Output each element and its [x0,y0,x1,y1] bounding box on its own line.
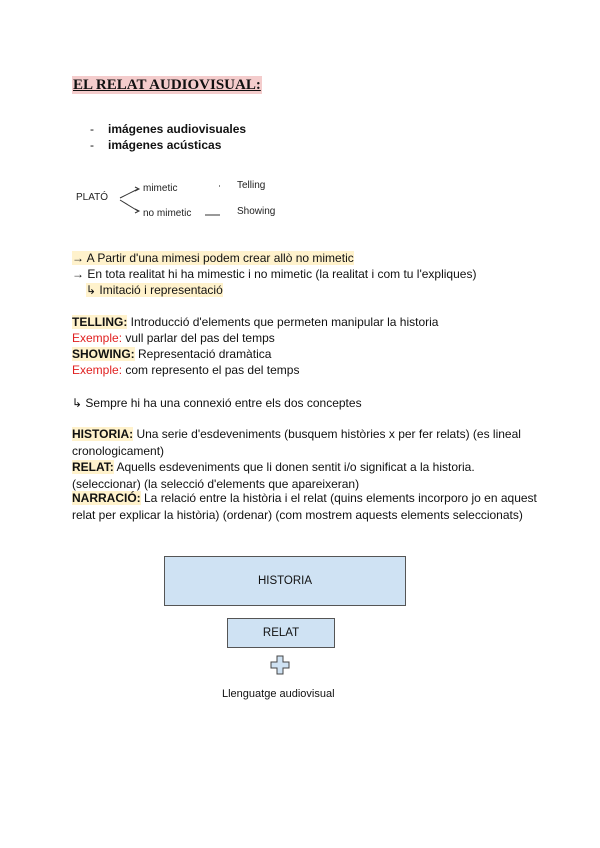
example-text: com represento el pas del temps [122,363,300,377]
plus-icon [270,655,290,675]
diagram-branch-lines [110,180,220,220]
example-1 [72,330,275,346]
bullet-text: imágenes acústicas [108,138,222,152]
historia-definition [72,426,542,459]
showing-definition [72,346,271,362]
highlighted-text: → A Partir d'una mimesi podem crear allò no mimetic [72,251,354,265]
connexio-note: ↳ Sempre hi ha una connexió entre els dos conceptes [72,396,362,410]
relat-box: RELAT [227,618,335,648]
page-title: EL RELAT AUDIOVISUAL: [73,77,261,93]
bullet-dash: - [90,122,94,136]
arrow-sub-line [86,282,223,298]
showing-label: SHOWING: [72,347,135,361]
arrow-line-1 [72,250,354,266]
diagram-showing: Showing [237,206,276,217]
historia-box: HISTORIA [164,556,406,606]
telling-definition [72,314,438,330]
narracio-text: La relació entre la història i el relat (quins elements incorporo jo en aquest relat per explicar la història) (ordenar) (com mostrem aquests elements seleccionats) [72,491,537,522]
relat-label: RELAT: [72,460,114,474]
example-label: Exemple: [72,331,123,345]
narracio-label: NARRACIÓ: [72,491,141,505]
arrow-line-2: → En tota realitat hi ha mimestic i no mimetic (la realitat i com tu l'expliques) [72,267,477,281]
diagram-telling: Telling [237,180,266,191]
historia-label: HISTORIA: [72,427,134,441]
bullet-text: imágenes audiovisuales [108,122,247,136]
relat-definition [72,459,542,492]
relat-text: Aquells esdeveniments que li donen sentit i/o significat a la historia. (seleccionar) (la selecció d'elements que apareixeran) [72,460,475,491]
diagram-plato: PLATÓ [76,192,109,203]
diagram-no-mimetic: no mimetic [143,208,192,219]
historia-text: Una serie d'esdeveniments (busquem històries x per fer relats) (es lineal cronologicament) [72,427,521,458]
example-text: vull parlar del pas del temps [122,331,275,345]
narracio-definition [72,490,542,523]
highlighted-text: ↳ Imitació i representació [86,283,223,297]
bullet-item [90,137,221,153]
telling-label: TELLING: [72,315,128,329]
bullet-dash: - [90,138,94,152]
showing-text: Representació dramàtica [134,347,272,361]
bullet-item [90,121,246,137]
diagram-mimetic: mimetic [143,183,178,194]
example-label: Exemple: [72,363,123,377]
telling-text: Introducció d'elements que permeten manipular la historia [127,315,439,329]
llenguatge-label: Llenguatge audiovisual [222,688,335,700]
example-2 [72,362,299,378]
